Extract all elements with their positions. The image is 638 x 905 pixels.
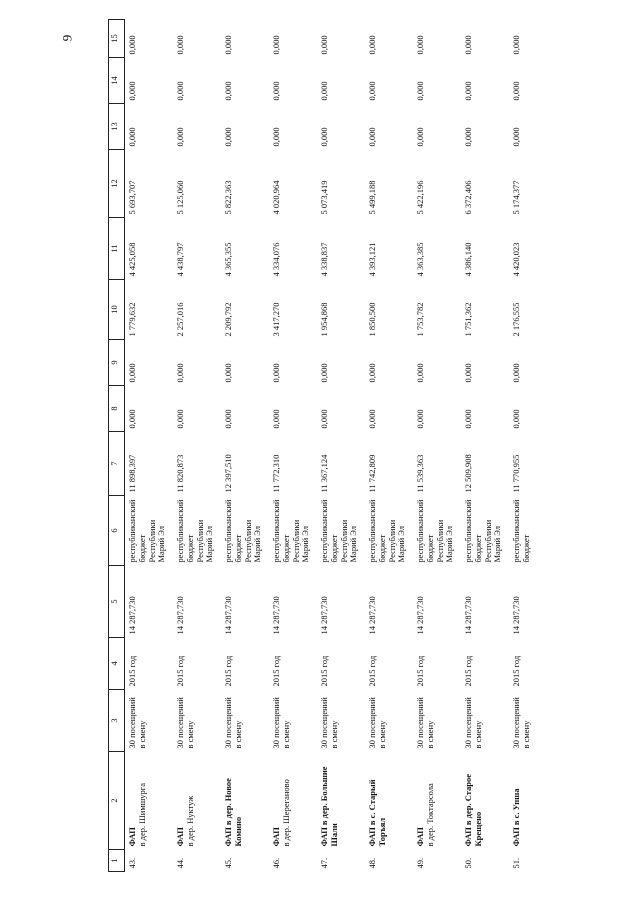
facility-name-top: ФАП — [415, 827, 425, 847]
col15-value: 0,000 — [511, 35, 521, 55]
col8-value: 0,000 — [319, 409, 329, 429]
col8-value: 0,000 — [127, 409, 137, 429]
table-body — [109, 20, 558, 872]
col15-value: 0,000 — [319, 35, 329, 55]
col11-value: 4 438,797 — [175, 242, 185, 277]
col7-value: 11 772,310 — [271, 454, 281, 493]
col13-value: 0,000 — [415, 127, 425, 147]
facility-name — [269, 752, 317, 850]
col10-value: 2 257,016 — [175, 302, 185, 337]
col14-value: 0,000 — [127, 81, 137, 101]
cost-cell: 14 287,730 — [463, 596, 473, 635]
col7-value: 11 820,873 — [175, 454, 185, 493]
col8-value: 0,000 — [223, 409, 233, 429]
col15-value: 0,000 — [415, 35, 425, 55]
header-cell: 3 — [109, 690, 125, 752]
cost-cell: 14 287,730 — [319, 596, 329, 635]
col13-value: 0,000 — [511, 127, 521, 147]
row-number: 43. — [127, 857, 137, 869]
col7-value: 11 539,363 — [415, 454, 425, 493]
capacity-cell: 30 посещений в смену — [175, 697, 195, 749]
col12-value: 4 020,964 — [271, 180, 281, 215]
year-cell: 2015 год — [271, 655, 281, 687]
col10-value: 1 954,868 — [319, 302, 329, 337]
rotated-table-wrapper — [108, 20, 548, 872]
capacity-cell: 30 посещений в смену — [127, 697, 147, 749]
col13-value: 0,000 — [463, 127, 473, 147]
facility-name — [125, 752, 174, 850]
col11-value: 4 425,058 — [127, 242, 137, 277]
page-number: 9 — [59, 34, 75, 42]
table-row — [461, 20, 509, 872]
col11-value: 4 420,023 — [511, 242, 521, 277]
cost-cell: 14 287,730 — [271, 596, 281, 635]
funding-source-cell: республиканский бюджет Республики Марий Эл — [127, 499, 167, 563]
facility-name-top: ФАП — [127, 827, 137, 847]
funding-source-cell: республиканский бюджет Республики Марий Эл — [223, 499, 263, 563]
row-number: 48. — [367, 857, 377, 869]
funding-source-cell: республиканский бюджет Республики Марий Эл — [463, 499, 503, 563]
col12-value: 5 422,196 — [415, 180, 425, 215]
table-row — [509, 20, 557, 872]
col14-value: 0,000 — [415, 81, 425, 101]
funding-source-cell: республиканский бюджет Республики Марий Эл — [367, 499, 407, 563]
col15-value: 0,000 — [127, 35, 137, 55]
facility-name — [365, 752, 413, 850]
cost-cell: 14 287,730 — [127, 596, 137, 635]
year-cell: 2015 год — [319, 655, 329, 687]
facilities-table — [108, 19, 557, 872]
col8-value: 0,000 — [463, 409, 473, 429]
header-cell: 14 — [109, 58, 125, 104]
facility-name — [461, 752, 509, 850]
col9-value: 0,000 — [271, 363, 281, 383]
col7-value: 12 397,510 — [223, 454, 233, 493]
cost-cell: 14 287,730 — [415, 596, 425, 635]
facility-name — [221, 752, 269, 850]
col9-value: 0,000 — [367, 363, 377, 383]
capacity-cell: 30 посещений в смену — [271, 697, 291, 749]
funding-source-cell: республиканский бюджет — [511, 499, 531, 563]
col9-value: 0,000 — [511, 363, 521, 383]
col12-value: 5 822,363 — [223, 180, 233, 215]
funding-source-cell: республиканский бюджет Республики Марий Эл — [319, 499, 359, 563]
header-cell: 9 — [109, 340, 125, 386]
facility-name-top: ФАП в с. Старый Торъял — [367, 779, 387, 847]
capacity-cell: 30 посещений в смену — [415, 697, 435, 749]
capacity-cell: 30 посещений в смену — [223, 697, 243, 749]
col7-value: 11 742,809 — [367, 454, 377, 493]
funding-source-cell: республиканский бюджет Республики Марий Эл — [175, 499, 215, 563]
header-cell: 8 — [109, 386, 125, 432]
table-row — [317, 20, 365, 872]
facility-name-top: ФАП — [271, 827, 281, 847]
col9-value: 0,000 — [127, 363, 137, 383]
col9-value: 0,000 — [319, 363, 329, 383]
col14-value: 0,000 — [319, 81, 329, 101]
col12-value: 5 693,707 — [127, 180, 137, 215]
header-cell: 2 — [109, 752, 125, 850]
col13-value: 0,000 — [223, 127, 233, 147]
header-cell: 1 — [109, 850, 125, 872]
col13-value: 0,000 — [127, 127, 137, 147]
col11-value: 4 338,837 — [319, 242, 329, 277]
col10-value: 2 209,792 — [223, 302, 233, 337]
col12-value: 5 174,377 — [511, 180, 521, 215]
col12-value: 5 499,188 — [367, 180, 377, 215]
facility-name-top: ФАП в с. Упша — [511, 788, 521, 847]
cost-cell: 14 287,730 — [511, 596, 521, 635]
header-cell: 12 — [109, 150, 125, 218]
col10-value: 2 176,555 — [511, 302, 521, 337]
col9-value: 0,000 — [175, 363, 185, 383]
capacity-cell: 30 посещений в смену — [463, 697, 483, 749]
table-row — [365, 20, 413, 872]
table-row — [221, 20, 269, 872]
col13-value: 0,000 — [175, 127, 185, 147]
facility-name — [509, 752, 557, 850]
col8-value: 0,000 — [415, 409, 425, 429]
year-cell: 2015 год — [415, 655, 425, 687]
col10-value: 1 850,500 — [367, 302, 377, 337]
col15-value: 0,000 — [367, 35, 377, 55]
facility-name-top: ФАП — [175, 827, 185, 847]
col7-value: 11 367,124 — [319, 454, 329, 493]
col9-value: 0,000 — [463, 363, 473, 383]
year-cell: 2015 год — [463, 655, 473, 687]
row-number: 45. — [223, 857, 233, 869]
col10-value: 1 779,632 — [127, 302, 137, 337]
facility-name — [317, 752, 365, 850]
header-cell: 15 — [109, 20, 125, 58]
col7-value: 11 770,955 — [511, 454, 521, 493]
col15-value: 0,000 — [271, 35, 281, 55]
col9-value: 0,000 — [223, 363, 233, 383]
year-cell: 2015 год — [127, 655, 137, 687]
col13-value: 0,000 — [367, 127, 377, 147]
row-number: 49. — [415, 857, 425, 869]
capacity-cell: 30 посещений в смену — [511, 697, 531, 749]
year-cell: 2015 год — [175, 655, 185, 687]
col12-value: 5 073,419 — [319, 180, 329, 215]
col11-value: 4 363,385 — [415, 242, 425, 277]
header-cell: 13 — [109, 104, 125, 150]
facility-name-top: ФАП в дер. Новое Комино — [223, 778, 243, 847]
capacity-cell: 30 посещений в смену — [367, 697, 387, 749]
facility-name-rest: в дер. Шимшурга — [136, 782, 147, 847]
table-row — [269, 20, 317, 872]
funding-source-cell: республиканский бюджет Республики Марий Эл — [271, 499, 311, 563]
col15-value: 0,000 — [223, 35, 233, 55]
row-number: 51. — [511, 857, 521, 869]
col11-value: 4 386,140 — [463, 242, 473, 277]
year-cell: 2015 год — [511, 655, 521, 687]
col14-value: 0,000 — [271, 81, 281, 101]
header-cell: 4 — [109, 638, 125, 690]
facility-name-rest: в дер. Нуктуж — [184, 795, 195, 847]
col13-value: 0,000 — [319, 127, 329, 147]
col10-value: 1 751,362 — [463, 302, 473, 337]
facility-name-rest: в дер. Токтарсола — [424, 783, 435, 847]
row-number: 50. — [463, 857, 473, 869]
cost-cell: 14 287,730 — [223, 596, 233, 635]
col8-value: 0,000 — [271, 409, 281, 429]
col7-value: 12 509,908 — [463, 454, 473, 493]
col14-value: 0,000 — [223, 81, 233, 101]
year-cell: 2015 год — [223, 655, 233, 687]
table-row — [413, 20, 461, 872]
facility-name — [173, 752, 221, 850]
funding-source-cell: республиканский бюджет Республики Марий Эл — [415, 499, 455, 563]
col12-value: 6 372,406 — [463, 180, 473, 215]
col10-value: 1 753,782 — [415, 302, 425, 337]
header-row — [109, 20, 125, 872]
table-row — [125, 20, 174, 872]
col14-value: 0,000 — [511, 81, 521, 101]
facility-name-rest: в дер. Шереганово — [280, 779, 291, 847]
facility-name — [413, 752, 461, 850]
capacity-cell: 30 посещений в смену — [319, 697, 339, 749]
col11-value: 4 393,121 — [367, 242, 377, 277]
col8-value: 0,000 — [175, 409, 185, 429]
col11-value: 4 334,076 — [271, 242, 281, 277]
header-cell: 11 — [109, 218, 125, 280]
row-number: 47. — [319, 857, 329, 869]
col8-value: 0,000 — [511, 409, 521, 429]
col15-value: 0,000 — [463, 35, 473, 55]
facility-name-top: ФАП в дер. Старое Крещено — [463, 774, 483, 847]
header-cell: 10 — [109, 280, 125, 340]
col15-value: 0,000 — [175, 35, 185, 55]
col9-value: 0,000 — [415, 363, 425, 383]
col13-value: 0,000 — [271, 127, 281, 147]
row-number: 46. — [271, 857, 281, 869]
col14-value: 0,000 — [175, 81, 185, 101]
col7-value: 11 898,397 — [127, 454, 137, 493]
facility-name-top: ФАП в дер. Большие Шали — [319, 766, 339, 847]
cost-cell: 14 287,730 — [367, 596, 377, 635]
col10-value: 3 417,270 — [271, 302, 281, 337]
col14-value: 0,000 — [463, 81, 473, 101]
col14-value: 0,000 — [367, 81, 377, 101]
year-cell: 2015 год — [367, 655, 377, 687]
col12-value: 5 125,060 — [175, 180, 185, 215]
row-number: 44. — [175, 857, 185, 869]
cost-cell: 14 287,730 — [175, 596, 185, 635]
col11-value: 4 365,355 — [223, 242, 233, 277]
header-cell: 5 — [109, 566, 125, 638]
table-row — [173, 20, 221, 872]
col8-value: 0,000 — [367, 409, 377, 429]
header-cell: 6 — [109, 496, 125, 566]
header-cell: 7 — [109, 432, 125, 496]
